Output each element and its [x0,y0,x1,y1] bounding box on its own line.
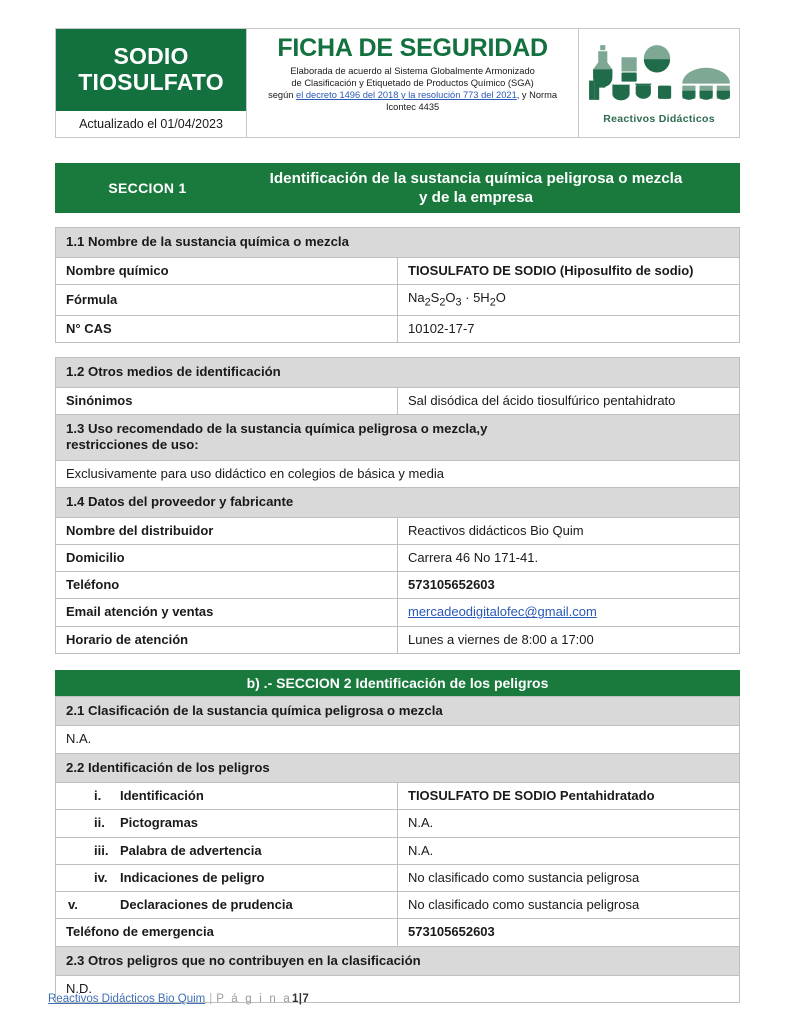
group-header-1-4: 1.4 Datos del proveedor y fabricante [56,488,740,518]
table-row [56,599,740,626]
table-row [56,572,740,599]
table-row-header [56,228,740,258]
table-row [56,864,740,891]
table-row [56,544,740,571]
table-row [56,892,740,919]
group-header-1-3-line1: 1.3 Uso recomendado de la sustancia química peligrosa o mezcla,y [66,420,488,436]
table-row [56,626,740,653]
table-row [56,837,740,864]
row-label-text: Palabra de advertencia [120,842,262,858]
subtitle-line1: Elaborada de acuerdo al Sistema Globalmente Armonizado [290,65,535,76]
masthead-substance-block [56,29,247,137]
group-header-2-3: 2.3 Otros peligros que no contribuyen en la clasificación [56,946,740,976]
masthead-logo-block [579,29,739,137]
group-header-2-1: 2.1 Clasificación de la sustancia química peligrosa o mezcla [56,696,740,726]
row-numeral: iii. [94,842,109,858]
row-label [56,837,398,864]
table-row [56,460,740,487]
row-value: Lunes a viernes de 8:00 a 17:00 [398,626,740,653]
table-row [56,387,740,414]
group-header-1-2: 1.2 Otros medios de identificación [56,358,740,388]
bioquim-logo-icon [583,42,735,107]
section-1-label: SECCION 1 [108,180,187,196]
row-label-text: Declaraciones de prudencia [120,897,293,913]
subtitle-prefix: según [268,90,297,101]
row-label [56,783,398,810]
group-body-2-3: N.D. [56,976,740,1003]
document-subtitle [255,65,570,114]
row-label-text: Identificación [120,788,204,804]
document-title: FICHA DE SEGURIDAD [277,34,548,62]
page-footer [48,993,309,1005]
table-1-1 [55,227,740,343]
row-value: TIOSULFATO DE SODIO (Hiposulfito de sodio) [398,257,740,284]
row-label: Nombre del distribuidor [56,517,398,544]
row-label [56,892,398,919]
updated-date: Actualizado el 01/04/2023 [56,111,246,137]
substance-name-line1: SODIO [113,43,189,70]
footer-page-number: 1|7 [292,993,310,1005]
email-link[interactable]: mercadeodigitalofec@gmail.com [408,604,597,620]
substance-name-line2: TIOSULFATO [78,69,224,95]
table-row-header [56,946,740,976]
row-numeral: v. [68,897,78,913]
row-value: TIOSULFATO DE SODIO Pentahidratado [398,783,740,810]
row-label: Email atención y ventas [56,599,398,626]
subtitle-line2: de Clasificación y Etiquetado de Productos Químico (SGA) [291,77,534,88]
table-row [56,257,740,284]
table-row-header [56,358,740,388]
table-row [56,284,740,315]
footer-page-word: P á g i n a [216,993,293,1005]
group-header-1-1: 1.1 Nombre de la sustancia química o mezcla [56,228,740,258]
row-value: N.A. [398,837,740,864]
section-1-title [230,169,730,207]
table-section-2 [55,696,740,1004]
row-value: N.A. [398,810,740,837]
table-row-header [56,414,740,460]
section-1-banner [55,163,740,213]
row-label-text: Pictogramas [120,815,199,831]
section-1-title-line2: y de la empresa [419,189,533,206]
row-label [56,864,398,891]
document-masthead [55,28,740,138]
footer-company-link[interactable]: Reactivos Didácticos Bio Quim [48,993,206,1005]
row-value-email [398,599,740,626]
row-value: Reactivos didácticos Bio Quim [398,517,740,544]
group-header-2-2: 2.2 Identificación de los peligros [56,753,740,783]
row-label: Fórmula [56,284,398,315]
table-row [56,919,740,946]
group-header-1-3 [56,414,740,460]
table-row [56,783,740,810]
section-2-banner [55,670,740,696]
table-1-2-1-4 [55,357,740,654]
table-row [56,517,740,544]
row-label: Domicilio [56,544,398,571]
decreto-link[interactable]: el decreto 1496 del 2018 y la resolución 773 del 2021 [296,90,517,101]
row-value: No clasificado como sustancia peligrosa [398,892,740,919]
row-value: No clasificado como sustancia peligrosa [398,864,740,891]
table-row [56,726,740,753]
group-body-1-3: Exclusivamente para uso didáctico en colegios de básica y media [56,460,740,487]
row-label: Nombre químico [56,257,398,284]
row-label: N° CAS [56,315,398,342]
row-label: Horario de atención [56,626,398,653]
substance-name-band [56,29,246,111]
subtitle-line3 [255,89,570,114]
row-numeral: iv. [94,869,108,885]
row-value: 573105652603 [398,572,740,599]
row-numeral: i. [94,788,102,804]
subtitle-suffix: , y Norma Icontec 4435 [385,90,558,113]
group-header-1-3-line2: restricciones de uso: [66,437,199,453]
row-value: Carrera 46 No 171-41. [398,544,740,571]
group-body-2-1: N.A. [56,726,740,753]
row-numeral: ii. [94,815,105,831]
table-row [56,810,740,837]
row-value: Sal disódica del ácido tiosulfúrico pentahidrato [398,387,740,414]
row-label: Teléfono de emergencia [56,919,398,946]
row-label: Teléfono [56,572,398,599]
row-value: 10102-17-7 [398,315,740,342]
table-row-header [56,488,740,518]
row-label: Sinónimos [56,387,398,414]
section-2-title: b) .- SECCION 2 Identificación de los peligros [246,674,549,691]
table-row [56,315,740,342]
logo-caption: Reactivos Didácticos [603,112,715,125]
footer-separator: | [209,993,213,1005]
row-label-text: Indicaciones de peligro [120,869,265,885]
row-label [56,810,398,837]
section-1-title-line1: Identificación de la sustancia química peligrosa o mezcla [269,170,683,187]
masthead-title-block [247,29,579,137]
table-row-header [56,753,740,783]
row-value: 573105652603 [398,919,740,946]
row-value-formula: $Na_2S_2O_3 \cdot 5H_2O$ [398,284,740,315]
table-row-header [56,696,740,726]
